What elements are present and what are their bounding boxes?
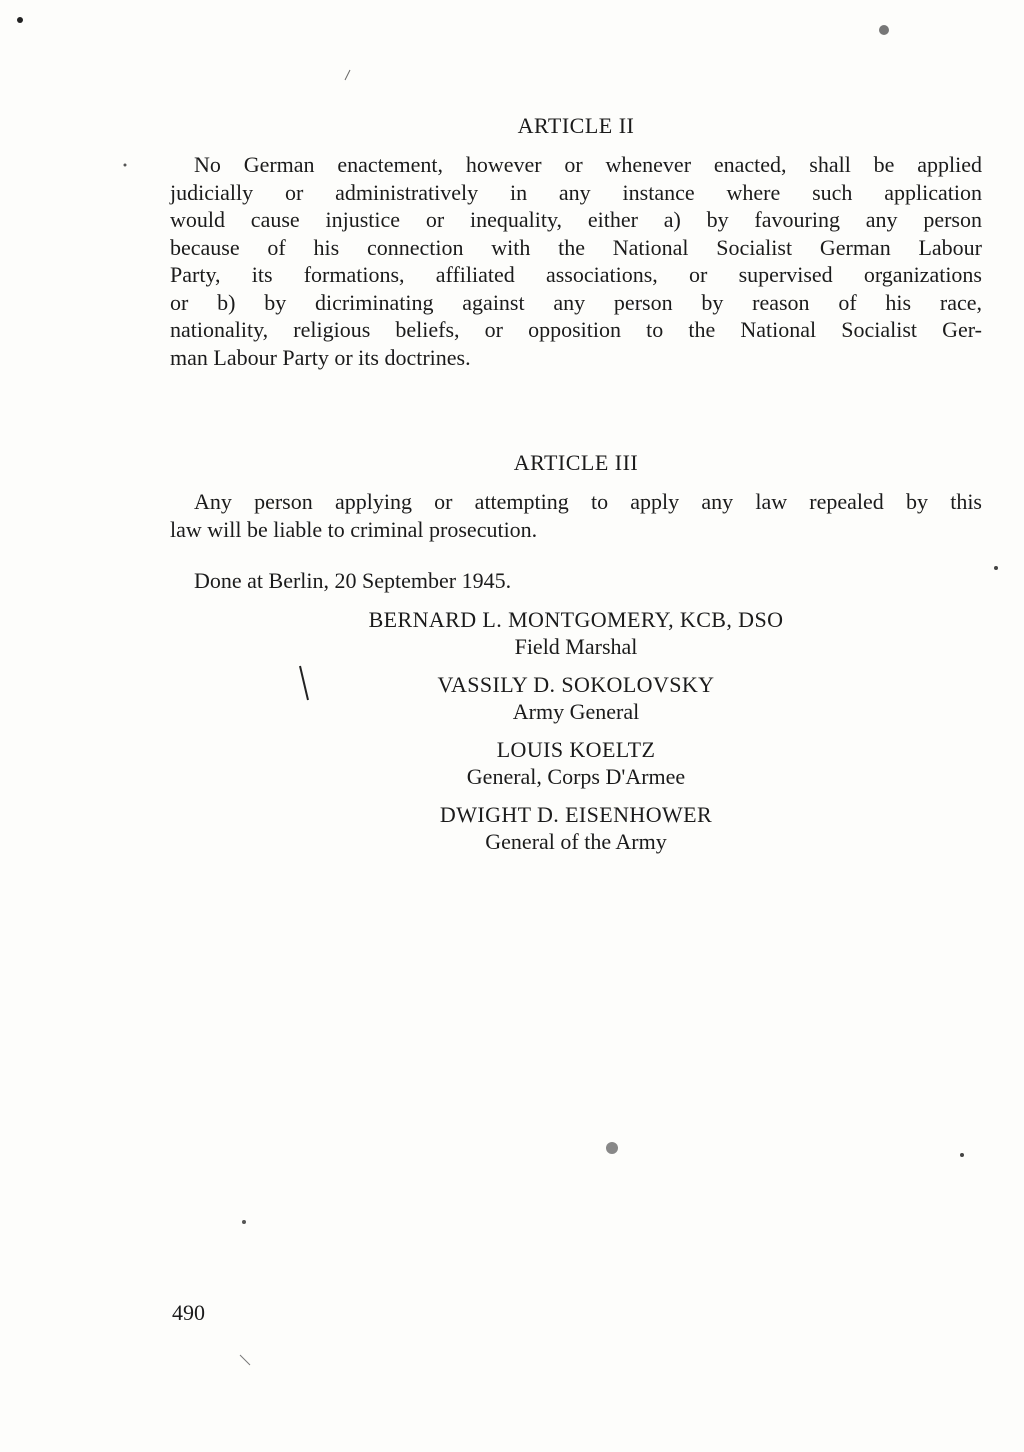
article-ii-line: No German enactement, however or whenever enacted, shall be applied <box>194 152 982 177</box>
article-ii-line: or b) by dicriminating against any person by reason of his race, <box>170 289 982 315</box>
article-ii-line: because of his connection with the National Socialist German Labour <box>170 234 982 260</box>
signatory-name: DWIGHT D. EISENHOWER <box>439 802 713 827</box>
signatory-rank: General of the Army <box>485 829 667 854</box>
article-ii-line: judicially or administratively in any instance where such application <box>170 179 982 205</box>
article-iii-paragraph <box>170 488 982 543</box>
article-ii-line: Party, its formations, affiliated associations, or supervised organizations <box>170 262 982 287</box>
article-iii-line: Any person applying or attempting to apply any law repealed by this <box>194 489 982 514</box>
signatory-name: VASSILY D. SOKOLOVSKY <box>437 672 715 697</box>
done-at-line: Done at Berlin, 20 September 1945. <box>194 568 512 593</box>
article-ii-paragraph <box>170 151 982 371</box>
article-ii-line: man Labour Party or its doctrines. <box>170 344 471 370</box>
signatory-rank: General, Corps D'Armee <box>466 764 686 789</box>
signatory-rank: Field Marshal <box>514 634 638 659</box>
signatory-name: BERNARD L. MONTGOMERY, KCB, DSO <box>368 607 784 632</box>
signatory-name: LOUIS KOELTZ <box>496 737 656 762</box>
signatory-rank: Army General <box>512 699 640 724</box>
article-iii-line: law will be liable to criminal prosecution. <box>170 516 538 542</box>
article-ii-line: would cause injustice or inequality, either a) by favouring any person <box>170 207 982 232</box>
article-ii-line: nationality, religious beliefs, or opposition to the National Socialist Ger- <box>170 317 982 342</box>
page-number: 490 <box>172 1300 205 1325</box>
article-iii-heading: ARTICLE III <box>513 450 639 475</box>
article-ii-heading: ARTICLE II <box>517 113 635 138</box>
